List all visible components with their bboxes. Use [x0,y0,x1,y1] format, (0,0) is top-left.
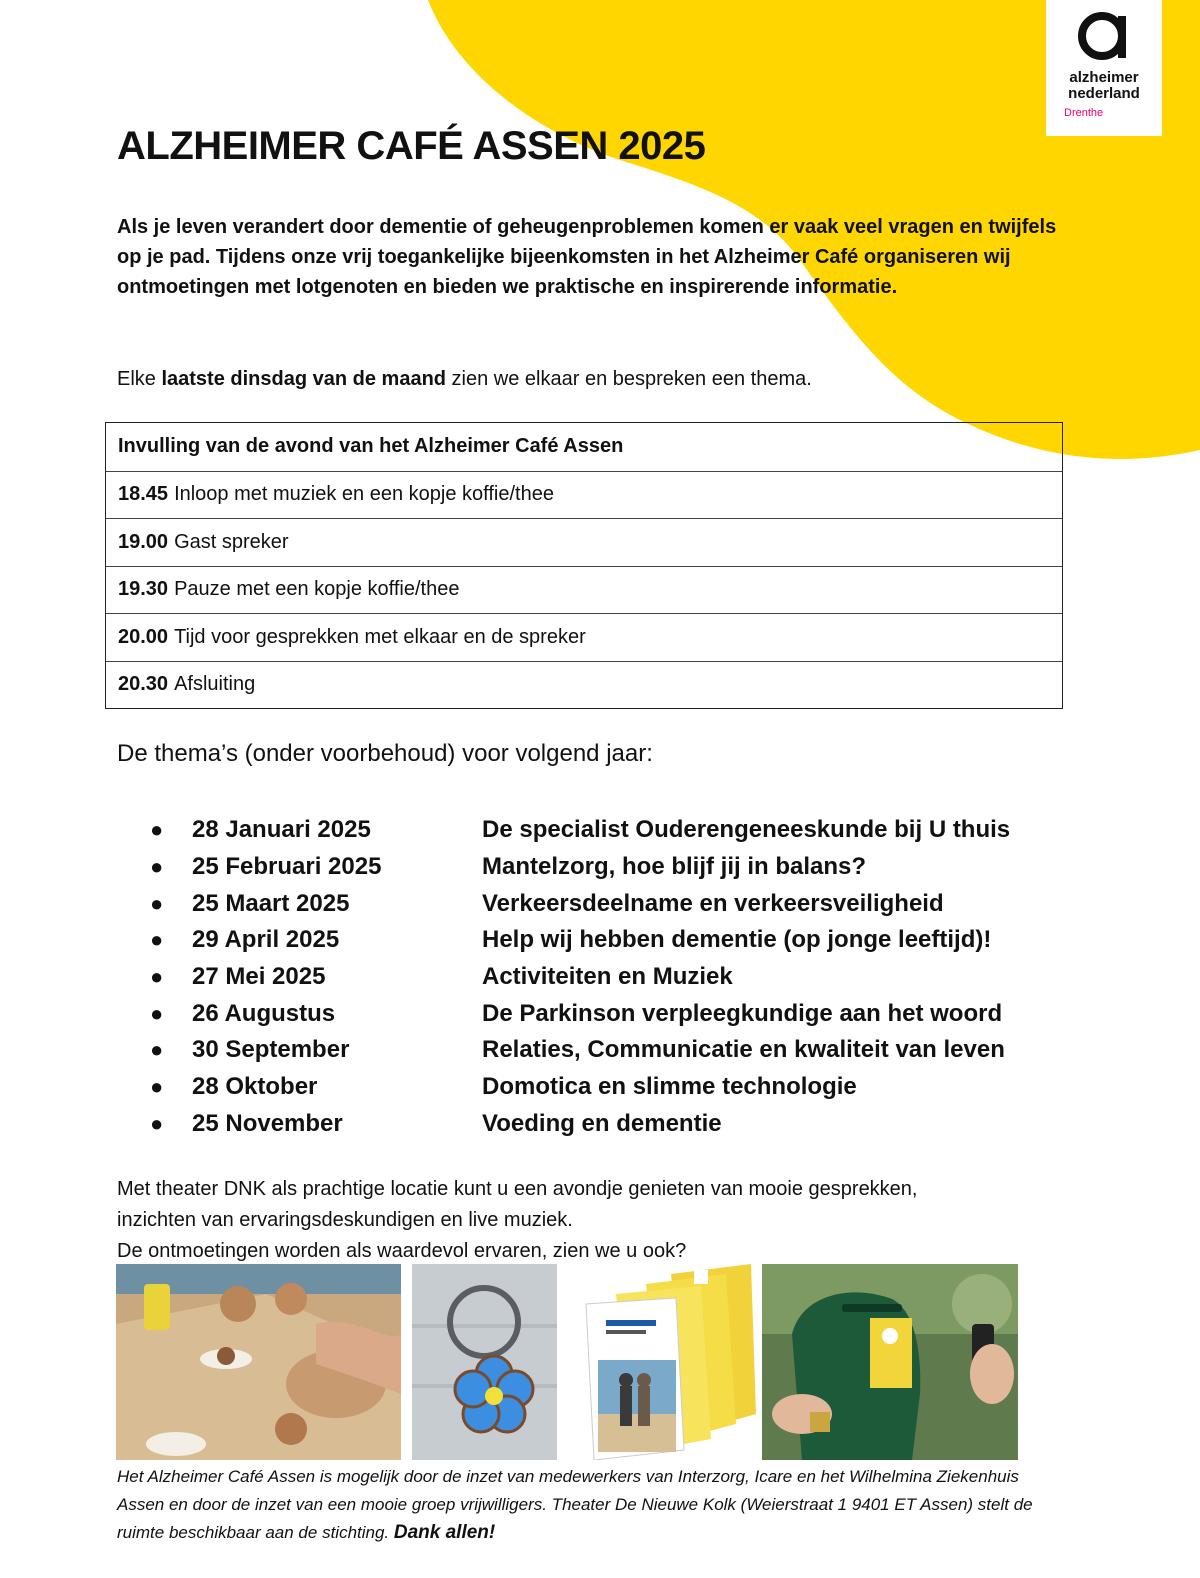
page-title: ALZHEIMER CAFÉ ASSEN 2025 [117,124,706,168]
themes-list [150,812,1070,1142]
monthly-prefix: Elke [117,368,162,390]
bullet-icon: ● [150,1000,164,1026]
program-text: Afsluiting [174,673,256,696]
monthly-schedule-text [117,364,812,394]
program-time: 19.00 [118,530,169,553]
credits-text: Het Alzheimer Café Assen is mogelijk door de inzet van medewerkers van Interzorg, Icare en het Wilhelmina Ziekenhuis Assen en door de inzet van een mooie groep vrijwilligers. Theater De Nieuwe Kolk (Weierstraat 1 9401 ET Assen) stelt de ruimte beschikbaar aan de stichting. [117,1467,1033,1542]
logo-a-icon [1077,8,1131,62]
bullet-icon: ● [150,854,164,880]
monthly-suffix: zien we elkaar en bespreken een thema. [446,368,812,390]
credits-thanks: Dank allen! [393,1522,496,1543]
alzheimer-nederland-logo [1046,0,1162,136]
theme-topic: De specialist Ouderengeneeskunde bij U thuis [482,816,1011,844]
theme-item [150,885,1070,922]
theme-item [150,922,1070,959]
theme-topic: Verkeersdeelname en verkeersveiligheid [482,889,944,917]
theme-date: 30 September [192,1036,350,1064]
theme-date: 28 Oktober [192,1073,318,1101]
theme-item [150,812,1070,849]
bullet-icon: ● [150,817,164,843]
program-row [106,518,1062,566]
outro-line-3: De ontmoetingen worden als waardevol ervaren, zien we u ook? [117,1240,687,1262]
theme-topic: Help wij hebben dementie (op jonge leeftijd)! [482,926,992,954]
intro-paragraph: Als je leven verandert door dementie of geheugenproblemen komen er vaak veel vragen en twijfels op je pad. Tijdens onze vrij toegankelijke bijeenkomsten in het Alzheimer Café organiseren wij ontmoetingen met lotgenoten en bieden we praktische en inspirerende informatie. [117,216,1057,298]
bullet-icon: ● [150,1074,164,1100]
bullet-icon: ● [150,890,164,916]
program-row [106,661,1062,709]
logo-region: Drenthe [1064,107,1104,119]
program-row [106,471,1062,519]
outro-line-1: Met theater DNK als prachtige locatie kunt u een avondje genieten van mooie gesprekken, [117,1178,918,1200]
credits-paragraph [117,1463,1057,1547]
program-time: 19.30 [118,578,169,601]
theme-item [150,995,1070,1032]
logo-line-2: nederland [1068,85,1140,102]
bullet-icon: ● [150,1110,164,1136]
program-row [106,613,1062,661]
monthly-bold: laatste dinsdag van de maand [161,368,446,390]
program-time: 18.45 [118,483,169,506]
program-time: 20.30 [118,673,169,696]
theme-topic: Relaties, Communicatie en kwaliteit van leven [482,1036,1005,1064]
program-header: Invulling van de avond van het Alzheimer Café Assen [118,435,624,458]
program-time: 20.00 [118,625,169,648]
theme-topic: Domotica en slimme technologie [482,1073,857,1101]
program-text: Gast spreker [174,530,289,553]
theme-date: 25 Februari 2025 [192,853,382,881]
theme-date: 25 November [192,1109,343,1137]
theme-item [150,849,1070,886]
theme-topic: Activiteiten en Muziek [482,963,733,991]
theme-date: 25 Maart 2025 [192,889,350,917]
theme-topic: De Parkinson verpleegkundige aan het woord [482,999,1003,1027]
collection-box-photo [762,1264,1018,1460]
theme-date: 27 Mei 2025 [192,963,326,991]
program-text: Pauze met een kopje koffie/thee [174,578,460,601]
outro-line-2: inzichten van ervaringsdeskundigen en live muziek. [117,1209,573,1231]
theme-date: 29 April 2025 [192,926,340,954]
themes-heading: De thema’s (onder voorbehoud) voor volgend jaar: [117,740,653,767]
theme-date: 26 Augustus [192,999,336,1027]
program-table [105,422,1063,709]
bullet-icon: ● [150,1037,164,1063]
theme-item [150,959,1070,996]
keychain-photo [412,1264,557,1460]
theme-item [150,1032,1070,1069]
program-text: Tijd voor gesprekken met elkaar en de spreker [174,625,586,648]
bullet-icon: ● [150,927,164,953]
outro-paragraph [117,1174,1077,1267]
program-row [106,566,1062,614]
theme-topic: Mantelzorg, hoe blijf jij in balans? [482,853,867,881]
theme-item [150,1106,1070,1143]
brochures-photo [576,1264,756,1460]
program-text: Inloop met muziek en een kopje koffie/thee [174,483,554,506]
theme-topic: Voeding en dementie [482,1109,722,1137]
theme-item [150,1069,1070,1106]
bullet-icon: ● [150,964,164,990]
logo-line-1: alzheimer [1069,69,1139,86]
theme-date: 28 Januari 2025 [192,816,371,844]
coffee-table-photo [116,1264,401,1460]
